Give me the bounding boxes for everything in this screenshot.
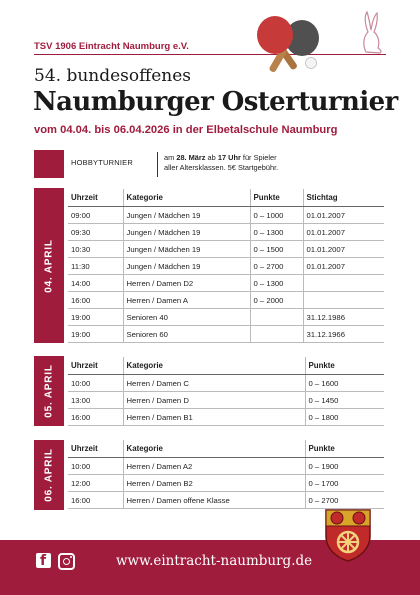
event-title: Naumburger Osterturnier (33, 87, 398, 117)
table-row (68, 458, 384, 475)
table-cell: Herren / Damen B1 (123, 409, 305, 426)
column-header: Kategorie (123, 440, 305, 458)
table-cell: 12:00 (68, 475, 123, 492)
table-cell (303, 292, 384, 309)
table-cell: 10:30 (68, 241, 123, 258)
table-row (68, 475, 384, 492)
column-header: Punkte (305, 440, 384, 458)
column-header: Uhrzeit (68, 440, 123, 458)
hobby-divider (157, 152, 158, 177)
table-row (68, 275, 384, 292)
table-cell: Herren / Damen offene Klasse (123, 492, 305, 509)
table-cell: 16:00 (68, 492, 123, 509)
table-row (68, 224, 384, 241)
table-row (68, 392, 384, 409)
table-header-row (68, 440, 384, 458)
table-cell: 11:30 (68, 258, 123, 275)
table-cell: 16:00 (68, 409, 123, 426)
table-row (68, 207, 384, 224)
table-cell: 01.01.2007 (303, 258, 384, 275)
table-cell: 09:30 (68, 224, 123, 241)
instagram-icon[interactable] (58, 553, 75, 570)
table-cell (250, 326, 303, 343)
table-cell: Herren / Damen B2 (123, 475, 305, 492)
column-header: Punkte (305, 357, 384, 375)
hobby-marker (34, 150, 64, 178)
table-cell: 0 – 1500 (250, 241, 303, 258)
table-cell: Herren / Damen D (123, 392, 305, 409)
table-cell: 16:00 (68, 292, 123, 309)
table-cell: 19:00 (68, 309, 123, 326)
table-cell: 31.12.1986 (303, 309, 384, 326)
table-row (68, 309, 384, 326)
column-header: Uhrzeit (68, 357, 123, 375)
table-tennis-paddles-icon (253, 13, 325, 79)
table-cell: Herren / Damen D2 (123, 275, 250, 292)
table-cell: 0 – 1900 (305, 458, 384, 475)
table-cell: 10:00 (68, 375, 123, 392)
table-cell: 0 – 1700 (305, 475, 384, 492)
table-cell: Jungen / Mädchen 19 (123, 207, 250, 224)
table-cell: 01.01.2007 (303, 241, 384, 258)
table-cell: 0 – 1450 (305, 392, 384, 409)
column-header: Stichtag (303, 189, 384, 207)
table-row (68, 409, 384, 426)
column-header: Uhrzeit (68, 189, 123, 207)
column-header: Kategorie (123, 357, 305, 375)
table-cell (250, 309, 303, 326)
table-cell: 09:00 (68, 207, 123, 224)
day-band-06-april: 06. APRIL (34, 440, 64, 510)
column-header: Kategorie (123, 189, 250, 207)
website-link[interactable]: www.eintracht-naumburg.de (116, 553, 313, 569)
event-dates: vom 04.04. bis 06.04.2026 in der Elbetalschule Naumburg (34, 124, 338, 136)
table-row (68, 241, 384, 258)
day-band-04-april: 04. APRIL (34, 188, 64, 343)
table-cell: 0 – 1000 (250, 207, 303, 224)
header-divider (34, 54, 386, 55)
table-cell: 19:00 (68, 326, 123, 343)
table-cell: 0 – 1300 (250, 224, 303, 241)
table-cell: Senioren 60 (123, 326, 250, 343)
table-cell: 01.01.2007 (303, 207, 384, 224)
table-row (68, 292, 384, 309)
hobby-description: am 28. März ab 17 Uhr für Spieler aller Altersklassen. 5€ Startgebühr. (164, 153, 279, 172)
table-cell: Herren / Damen C (123, 375, 305, 392)
table-row (68, 258, 384, 275)
bunny-icon (358, 10, 386, 54)
table-cell: 0 – 2000 (250, 292, 303, 309)
table-cell: Herren / Damen A (123, 292, 250, 309)
table-cell: Jungen / Mädchen 19 (123, 258, 250, 275)
column-header: Punkte (250, 189, 303, 207)
table-header-row (68, 357, 384, 375)
club-name: TSV 1906 Eintracht Naumburg e.V. (34, 41, 189, 52)
table-row (68, 326, 384, 343)
schedule-table-06-april (68, 440, 384, 509)
table-cell: Senioren 40 (123, 309, 250, 326)
table-cell: 0 – 2700 (250, 258, 303, 275)
hobby-label: HOBBYTURNIER (71, 158, 133, 167)
table-row (68, 375, 384, 392)
table-cell: 10:00 (68, 458, 123, 475)
table-cell: 31.12.1966 (303, 326, 384, 343)
table-cell: 0 – 1600 (305, 375, 384, 392)
table-cell: 0 – 1300 (250, 275, 303, 292)
table-header-row (68, 189, 384, 207)
schedule-table-04-april (68, 189, 384, 343)
table-cell: 01.01.2007 (303, 224, 384, 241)
table-cell: Herren / Damen A2 (123, 458, 305, 475)
city-crest-icon (322, 506, 374, 562)
table-cell (303, 275, 384, 292)
day-band-05-april: 05. APRIL (34, 356, 64, 426)
table-cell: 13:00 (68, 392, 123, 409)
table-cell: Jungen / Mädchen 19 (123, 241, 250, 258)
event-subtitle: 54. bundesoffenes (34, 66, 191, 86)
table-cell: 0 – 1800 (305, 409, 384, 426)
table-cell: Jungen / Mädchen 19 (123, 224, 250, 241)
facebook-icon[interactable]: f (36, 553, 51, 568)
table-cell: 0 – 2700 (305, 492, 384, 509)
table-cell: 14:00 (68, 275, 123, 292)
schedule-table-05-april (68, 357, 384, 426)
